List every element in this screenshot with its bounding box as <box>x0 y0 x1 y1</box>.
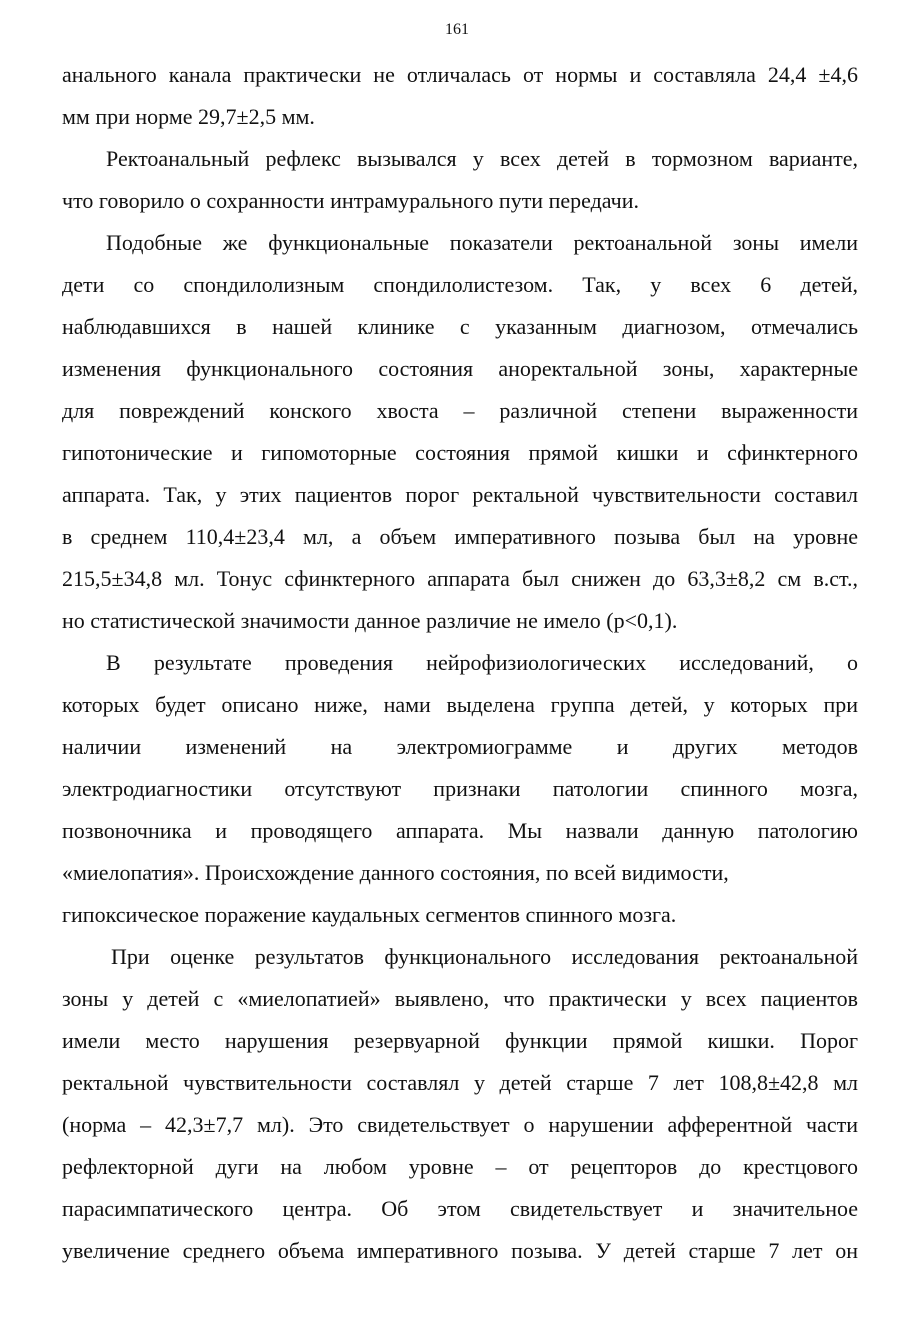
text-line: гипоксическое поражение каудальных сегментов спинного мозга. <box>62 902 677 927</box>
text-line: рефлекторной дуги на любом уровне – от рецепторов до крестцового <box>62 1154 858 1179</box>
text-line: Ректоанальный рефлекс вызывался у всех детей в тормозном варианте, <box>106 146 858 171</box>
text-line: что говорило о сохранности интрамурального пути передачи. <box>62 188 640 213</box>
text-line: При оценке результатов функционального исследования ректоанальной <box>111 944 858 969</box>
text-line: наблюдавшихся в нашей клинике с указанным диагнозом, отмечались <box>62 314 858 339</box>
text-line: (норма – 42,3±7,7 мл). Это свидетельствует о нарушении афферентной части <box>62 1112 858 1137</box>
text-line: изменения функционального состояния аноректальной зоны, характерные <box>62 356 858 381</box>
text-line: мм при норме 29,7±2,5 мм. <box>62 104 315 129</box>
text-line: увеличение среднего объема императивного позыва. У детей старше 7 лет он <box>62 1238 858 1263</box>
text-line: в среднем 110,4±23,4 мл, а объем императивного позыва был на уровне <box>62 524 858 549</box>
text-line: Подобные же функциональные показатели ректоанальной зоны имели <box>106 230 858 255</box>
page-number: 161 <box>445 21 469 38</box>
text-line: гипотонические и гипомоторные состояния прямой кишки и сфинктерного <box>62 440 858 465</box>
text-line: для повреждений конского хвоста – различной степени выраженности <box>62 398 858 423</box>
text-line: наличии изменений на электромиограмме и других методов <box>62 734 858 759</box>
text-line: позвоночника и проводящего аппарата. Мы назвали данную патологию <box>62 818 858 843</box>
text-line: «миелопатия». Происхождение данного состояния, по всей видимости, <box>62 860 729 885</box>
text-line: но статистической значимости данное различие не имело (р<0,1). <box>62 608 678 633</box>
text-line: анального канала практически не отличалась от нормы и составляла 24,4 ±4,6 <box>62 62 858 87</box>
text-line: ректальной чувствительности составлял у детей старше 7 лет 108,8±42,8 мл <box>62 1070 858 1095</box>
text-line: 215,5±34,8 мл. Тонус сфинктерного аппарата был снижен до 63,3±8,2 см в.ст., <box>62 566 858 591</box>
text-line: которых будет описано ниже, нами выделена группа детей, у которых при <box>62 692 858 717</box>
text-line: имели место нарушения резервуарной функции прямой кишки. Порог <box>62 1028 858 1053</box>
text-line: зоны у детей с «миелопатией» выявлено, что практически у всех пациентов <box>62 986 858 1011</box>
text-line: аппарата. Так, у этих пациентов порог ректальной чувствительности составил <box>62 482 858 507</box>
text-line: парасимпатического центра. Об этом свидетельствует и значительное <box>62 1196 858 1221</box>
text-line: электродиагностики отсутствуют признаки патологии спинного мозга, <box>62 776 858 801</box>
text-line: В результате проведения нейрофизиологических исследований, о <box>106 650 858 675</box>
text-line: дети со спондилолизным спондилолистезом. Так, у всех 6 детей, <box>62 272 858 297</box>
